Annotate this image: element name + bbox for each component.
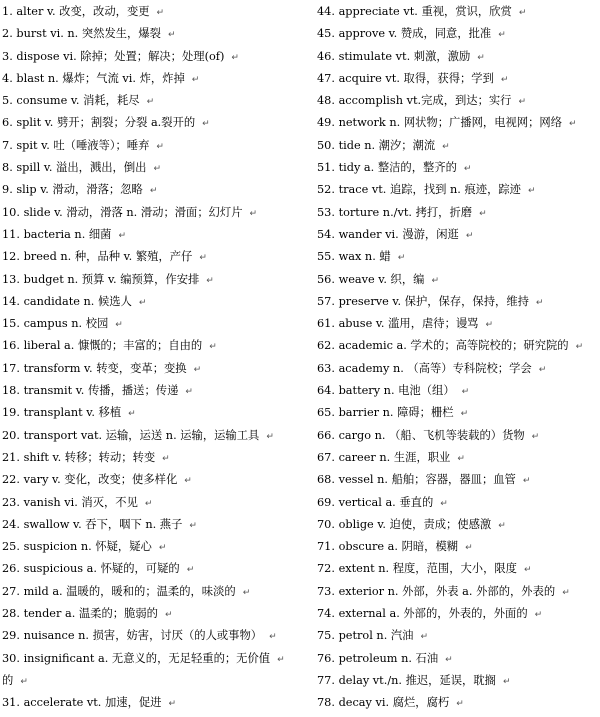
entry-number: 56 .	[317, 273, 339, 286]
paragraph-mark-icon: ↵	[167, 30, 176, 41]
entry-number: 5 .	[2, 94, 16, 107]
paragraph-mark-icon: ↵	[534, 610, 543, 621]
entry-text: insignificant a. 无意义的，无足轻重的；无价值	[23, 651, 271, 665]
entry-text: transport vat. 运输，运送 n. 运输，运输工具	[23, 428, 260, 442]
vocab-entry	[2, 90, 305, 112]
paragraph-mark-icon: ↵	[500, 74, 509, 85]
entry-number: 18 .	[2, 384, 24, 397]
vocab-entry	[2, 670, 305, 692]
entry-number: 22 .	[2, 473, 24, 486]
paragraph-mark-icon: ↵	[575, 342, 584, 353]
entry-number: 62 .	[317, 339, 339, 352]
vocab-entry	[2, 558, 305, 580]
paragraph-mark-icon: ↵	[164, 610, 173, 621]
vocab-entry	[2, 202, 305, 224]
paragraph-mark-icon: ↵	[440, 498, 448, 509]
entry-number: 19 .	[2, 406, 24, 419]
entry-number: 23 .	[2, 496, 24, 509]
entry-text: petroleum n. 石油	[338, 651, 439, 665]
entry-text: dispose vi. 除掉；处置；解决；处理(of)	[16, 49, 225, 63]
vocab-entry	[2, 112, 305, 134]
vocab-entry	[2, 335, 305, 357]
entry-number: 71 .	[317, 540, 339, 553]
entry-number: 2 .	[2, 27, 16, 40]
paragraph-mark-icon: ↵	[209, 342, 217, 353]
entry-text: candidate n. 候选人	[23, 294, 132, 308]
paragraph-mark-icon: ↵	[397, 253, 406, 264]
entry-number: 48 .	[317, 94, 339, 107]
vocab-entry	[317, 402, 600, 424]
entry-text: accelerate vt. 加速，促进	[23, 696, 162, 710]
vocab-entry	[2, 179, 305, 201]
entry-number: 54 .	[317, 228, 339, 241]
vocab-entry	[2, 46, 305, 68]
paragraph-mark-icon: ↵	[138, 297, 147, 308]
entry-text: approve v. 赞成，同意，批准	[338, 27, 492, 41]
paragraph-mark-icon: ↵	[477, 52, 485, 63]
vocab-entry	[317, 269, 600, 291]
right-column	[305, 0, 600, 717]
entry-text: network n. 网状物；广播网，电视网；网络	[338, 116, 562, 130]
vocab-entry	[2, 692, 305, 714]
entry-number: 13 .	[2, 273, 24, 286]
entry-number: 70 .	[317, 518, 339, 531]
entry-number: 30 .	[2, 652, 24, 665]
entry-text: split v. 劈开；割裂；分裂 a.裂开的	[16, 116, 196, 130]
entry-text: career n. 生涯，职业	[338, 450, 451, 464]
vocab-entry	[317, 179, 600, 201]
vocab-entry	[317, 536, 600, 558]
entry-number: 11 .	[2, 228, 24, 241]
entry-number: 4 .	[2, 72, 16, 85]
paragraph-mark-icon: ↵	[186, 565, 195, 576]
vocab-entry	[2, 625, 305, 647]
paragraph-mark-icon: ↵	[269, 632, 277, 643]
vocab-entry	[2, 425, 305, 447]
vocab-entry	[317, 603, 600, 625]
entry-text: accomplish vt.完成，到达；实行	[338, 94, 512, 108]
entry-number: 6 .	[2, 116, 16, 129]
entry-number: 75 .	[317, 629, 339, 642]
vocab-entry	[317, 447, 600, 469]
vocab-entry	[2, 291, 305, 313]
entry-number: 55 .	[317, 250, 339, 263]
vocab-entry	[2, 246, 305, 268]
vocab-entry	[317, 335, 600, 357]
paragraph-mark-icon: ↵	[128, 409, 136, 420]
paragraph-mark-icon: ↵	[465, 543, 473, 554]
entry-number: 74 .	[317, 607, 339, 620]
vocab-entry	[2, 313, 305, 335]
entry-number: 46 .	[317, 50, 339, 63]
entry-number: 65 .	[317, 406, 339, 419]
paragraph-mark-icon: ↵	[445, 654, 453, 665]
entry-number: 64 .	[317, 384, 339, 397]
entry-number: 57 .	[317, 295, 339, 308]
paragraph-mark-icon: ↵	[431, 275, 439, 286]
entry-text: spit v. 吐（唾液等）；唾弃	[16, 138, 150, 152]
entry-text: obscure a. 阴暗，模糊	[338, 540, 459, 554]
paragraph-mark-icon: ↵	[156, 141, 164, 152]
entry-number: 73 .	[317, 585, 339, 598]
paragraph-mark-icon: ↵	[162, 453, 170, 464]
entry-text: vertical a. 垂直的	[338, 495, 434, 509]
entry-number: 16 .	[2, 339, 24, 352]
vocab-entry	[2, 648, 305, 670]
paragraph-mark-icon: ↵	[523, 565, 532, 576]
vocab-entry	[2, 1, 305, 23]
entry-text: transplant v. 移植	[23, 406, 122, 420]
entry-text: campus n. 校园	[23, 317, 109, 331]
entry-text: wax n. 蜡	[338, 250, 391, 264]
entry-text: external a. 外部的，外表的，外面的	[338, 607, 528, 621]
entry-text: suspicion n. 怀疑，疑心	[23, 540, 152, 554]
vocab-entry	[2, 603, 305, 625]
paragraph-mark-icon: ↵	[502, 676, 511, 687]
entry-text: suspicious a. 怀疑的，可疑的	[23, 562, 180, 576]
vocab-entry	[317, 1, 600, 23]
paragraph-mark-icon: ↵	[146, 97, 155, 108]
entry-text: exterior n. 外部，外表 a. 外部的，外表的	[338, 584, 556, 598]
vocab-entry	[2, 536, 305, 558]
paragraph-mark-icon: ↵	[206, 275, 214, 286]
paragraph-mark-icon: ↵	[115, 320, 123, 331]
vocab-entry	[317, 90, 600, 112]
entry-text: budget n. 预算 v. 编预算，作安排	[23, 272, 200, 286]
paragraph-mark-icon: ↵	[156, 8, 165, 18]
entry-text: alter v. 改变，改动，变更	[16, 5, 150, 18]
vocab-entry	[2, 447, 305, 469]
paragraph-mark-icon: ↵	[457, 453, 465, 464]
paragraph-mark-icon: ↵	[149, 186, 158, 197]
entry-number: 28 .	[2, 607, 24, 620]
paragraph-mark-icon: ↵	[535, 297, 544, 308]
entry-number: 72 .	[317, 562, 339, 575]
entry-text: abuse v. 滥用，虐待；谩骂	[338, 317, 479, 331]
vocab-entry	[317, 692, 600, 714]
entry-number: 20 .	[2, 429, 24, 442]
entry-text: vanish vi. 消灭，不见	[23, 495, 138, 509]
paragraph-mark-icon: ↵	[266, 431, 274, 442]
entry-number: 27 .	[2, 585, 24, 598]
vocab-entry	[317, 157, 600, 179]
paragraph-mark-icon: ↵	[522, 476, 531, 487]
entry-text: consume v. 消耗，耗尽	[16, 94, 140, 108]
paragraph-mark-icon: ↵	[518, 8, 527, 18]
vocab-entry	[317, 581, 600, 603]
vocab-entry	[317, 469, 600, 491]
entry-text: shift v. 转移；转动；转变	[23, 450, 156, 464]
paragraph-mark-icon: ↵	[498, 30, 506, 41]
entry-text: stimulate vt. 刺激，激励	[338, 49, 471, 63]
vocab-entry	[317, 202, 600, 224]
entry-number: 78 .	[317, 696, 339, 709]
entry-number: 7 .	[2, 139, 16, 152]
entry-text: swallow v. 吞下，咽下 n. 燕子	[23, 517, 183, 531]
paragraph-mark-icon: ↵	[531, 431, 540, 442]
vocab-entry	[2, 492, 305, 514]
entry-text: vary v. 变化，改变；使多样化	[23, 473, 178, 487]
entry-number: 45 .	[317, 27, 339, 40]
entry-text: trace vt. 追踪，找到 n. 痕迹，踪迹	[338, 183, 521, 197]
entry-number: 21 .	[2, 451, 24, 464]
entry-number: 67 .	[317, 451, 339, 464]
paragraph-mark-icon: ↵	[442, 141, 450, 152]
vocab-entry	[317, 514, 600, 536]
paragraph-mark-icon: ↵	[184, 476, 192, 487]
paragraph-mark-icon: ↵	[277, 654, 285, 665]
entry-text: oblige v. 迫使，责成；使感激	[338, 517, 492, 531]
entry-number: 9 .	[2, 183, 16, 196]
entry-text: mild a. 温暖的，暖和的；温柔的，味淡的	[23, 584, 236, 598]
entry-number: 63 .	[317, 362, 339, 375]
entry-number: 52 .	[317, 183, 339, 196]
vocab-entry	[317, 23, 600, 45]
paragraph-mark-icon: ↵	[562, 587, 570, 598]
vocab-entry	[317, 648, 600, 670]
vocab-entry	[2, 358, 305, 380]
vocab-entry	[2, 514, 305, 536]
entry-number: 3 .	[2, 50, 16, 63]
entry-text: burst vi. n. 突然发生，爆裂	[16, 27, 161, 41]
entry-text: extent n. 程度，范围，大小，限度	[338, 562, 517, 576]
paragraph-mark-icon: ↵	[202, 119, 210, 130]
entry-number: 68 .	[317, 473, 339, 486]
vocab-entry	[317, 425, 600, 447]
entry-number: 24 .	[2, 518, 24, 531]
entry-text: tide n. 潮汐；潮流	[338, 138, 436, 152]
paragraph-mark-icon: ↵	[465, 230, 474, 241]
paragraph-mark-icon: ↵	[538, 364, 547, 375]
vocab-entry	[317, 135, 600, 157]
paragraph-mark-icon: ↵	[479, 208, 487, 219]
entry-number: 69 .	[317, 496, 339, 509]
entry-text: 的	[2, 673, 14, 687]
entry-text: tender a. 温柔的；脆弱的	[23, 607, 158, 621]
entry-text: slip v. 滑动，滑落；忽略	[16, 183, 143, 197]
entry-number: 47 .	[317, 72, 339, 85]
entry-number: 44 .	[317, 5, 339, 18]
paragraph-mark-icon: ↵	[189, 520, 197, 531]
entry-text: torture n./vt. 拷打，折磨	[338, 205, 473, 219]
vocab-entry	[2, 380, 305, 402]
vocab-entry	[2, 157, 305, 179]
vocab-entry	[2, 269, 305, 291]
entry-number: 50 .	[317, 139, 339, 152]
entry-text: blast n. 爆炸；气流 vi. 炸，炸掉	[16, 71, 185, 85]
entry-number: 49 .	[317, 116, 339, 129]
entry-text: acquire vt. 取得，获得；学到	[338, 71, 494, 85]
vocab-entry	[2, 224, 305, 246]
entry-number: 15 .	[2, 317, 24, 330]
entry-number: 66 .	[317, 429, 339, 442]
paragraph-mark-icon: ↵	[498, 520, 506, 531]
paragraph-mark-icon: ↵	[242, 587, 251, 598]
vocab-entry	[317, 380, 600, 402]
paragraph-mark-icon: ↵	[185, 387, 193, 398]
vocab-entry	[317, 558, 600, 580]
paragraph-mark-icon: ↵	[456, 699, 464, 710]
entry-text: battery n. 电池（组）	[338, 384, 455, 398]
paragraph-mark-icon: ↵	[158, 543, 167, 554]
paragraph-mark-icon: ↵	[191, 74, 200, 85]
entry-text: transform v. 转变，变革；变换	[23, 361, 187, 375]
entry-text: barrier n. 障碍；栅栏	[338, 406, 454, 420]
entry-number: 29 .	[2, 629, 24, 642]
entry-text: bacteria n. 细菌	[23, 227, 112, 241]
entry-text: academy n. （高等）专科院校；学会	[338, 361, 532, 375]
entry-number: 12 .	[2, 250, 24, 263]
entry-number: 10 .	[2, 206, 24, 219]
paragraph-mark-icon: ↵	[420, 632, 429, 643]
paragraph-mark-icon: ↵	[20, 676, 28, 687]
paragraph-mark-icon: ↵	[193, 364, 202, 375]
vocab-entry	[317, 625, 600, 647]
entry-number: 77 .	[317, 674, 339, 687]
entry-number: 25 .	[2, 540, 24, 553]
entry-text: cargo n. （船、飞机等装载的）货物	[338, 428, 525, 442]
vocab-entry	[317, 224, 600, 246]
entry-text: academic a. 学术的；高等院校的；研究院的	[338, 339, 569, 353]
vocab-entry	[317, 46, 600, 68]
vocab-entry	[2, 581, 305, 603]
entry-number: 31 .	[2, 696, 24, 709]
paragraph-mark-icon: ↵	[144, 498, 153, 509]
entry-number: 1 .	[2, 5, 16, 18]
paragraph-mark-icon: ↵	[460, 409, 469, 420]
entry-text: nuisance n. 损害，妨害，讨厌（的人或事物）	[23, 629, 263, 643]
paragraph-mark-icon: ↵	[249, 208, 258, 219]
entry-text: breed n. 种，品种 v. 繁殖，产仔	[23, 250, 193, 264]
vocab-entry	[317, 670, 600, 692]
paragraph-mark-icon: ↵	[463, 164, 472, 175]
entry-text: decay vi. 腐烂，腐朽	[338, 696, 450, 710]
vocab-entry	[2, 68, 305, 90]
vocab-entry	[317, 358, 600, 380]
vocab-entry	[2, 23, 305, 45]
vocab-entry	[2, 135, 305, 157]
entry-text: tidy a. 整洁的，整齐的	[338, 161, 457, 175]
entry-number: 76 .	[317, 652, 339, 665]
paragraph-mark-icon: ↵	[518, 97, 527, 108]
entry-number: 8 .	[2, 161, 16, 174]
entry-text: liberal a. 慷慨的；丰富的；自由的	[23, 339, 203, 353]
entry-number: 26 .	[2, 562, 24, 575]
paragraph-mark-icon: ↵	[569, 119, 577, 130]
paragraph-mark-icon: ↵	[527, 186, 536, 197]
vocab-entry	[317, 246, 600, 268]
vocab-entry	[2, 469, 305, 491]
entry-text: transmit v. 传播，播送；传递	[23, 384, 179, 398]
vocab-entry	[317, 313, 600, 335]
paragraph-mark-icon: ↵	[168, 699, 177, 710]
vocab-entry	[2, 402, 305, 424]
entry-text: slide v. 滑动，滑落 n. 滑动；滑面；幻灯片	[23, 205, 243, 219]
entry-text: preserve v. 保护，保存，保持，维持	[338, 294, 529, 308]
entry-text: weave v. 织，编	[338, 272, 425, 286]
paragraph-mark-icon: ↵	[461, 387, 470, 398]
entry-number: 14 .	[2, 295, 24, 308]
paragraph-mark-icon: ↵	[153, 164, 161, 175]
entry-text: vessel n. 船舶；容器，器皿；血管	[338, 473, 516, 487]
vocab-entry	[317, 492, 600, 514]
paragraph-mark-icon: ↵	[199, 253, 207, 264]
entry-number: 61 .	[317, 317, 339, 330]
entry-text: wander vi. 漫游，闲逛	[338, 227, 459, 241]
paragraph-mark-icon: ↵	[231, 52, 239, 63]
vocab-entry	[317, 291, 600, 313]
entry-number: 53 .	[317, 206, 339, 219]
paragraph-mark-icon: ↵	[118, 230, 127, 241]
entry-text: delay vt./n. 推迟，延误，耽搁	[338, 673, 496, 687]
vocab-entry	[317, 68, 600, 90]
entry-text: appreciate vt. 重视，赏识，欣赏	[338, 5, 512, 18]
entry-number: 17 .	[2, 362, 24, 375]
entry-text: petrol n. 汽油	[338, 629, 414, 643]
vocab-entry	[317, 112, 600, 134]
entry-number: 51 .	[317, 161, 339, 174]
paragraph-mark-icon: ↵	[485, 320, 494, 331]
entry-text: spill v. 溢出，溅出，倒出	[16, 161, 147, 175]
